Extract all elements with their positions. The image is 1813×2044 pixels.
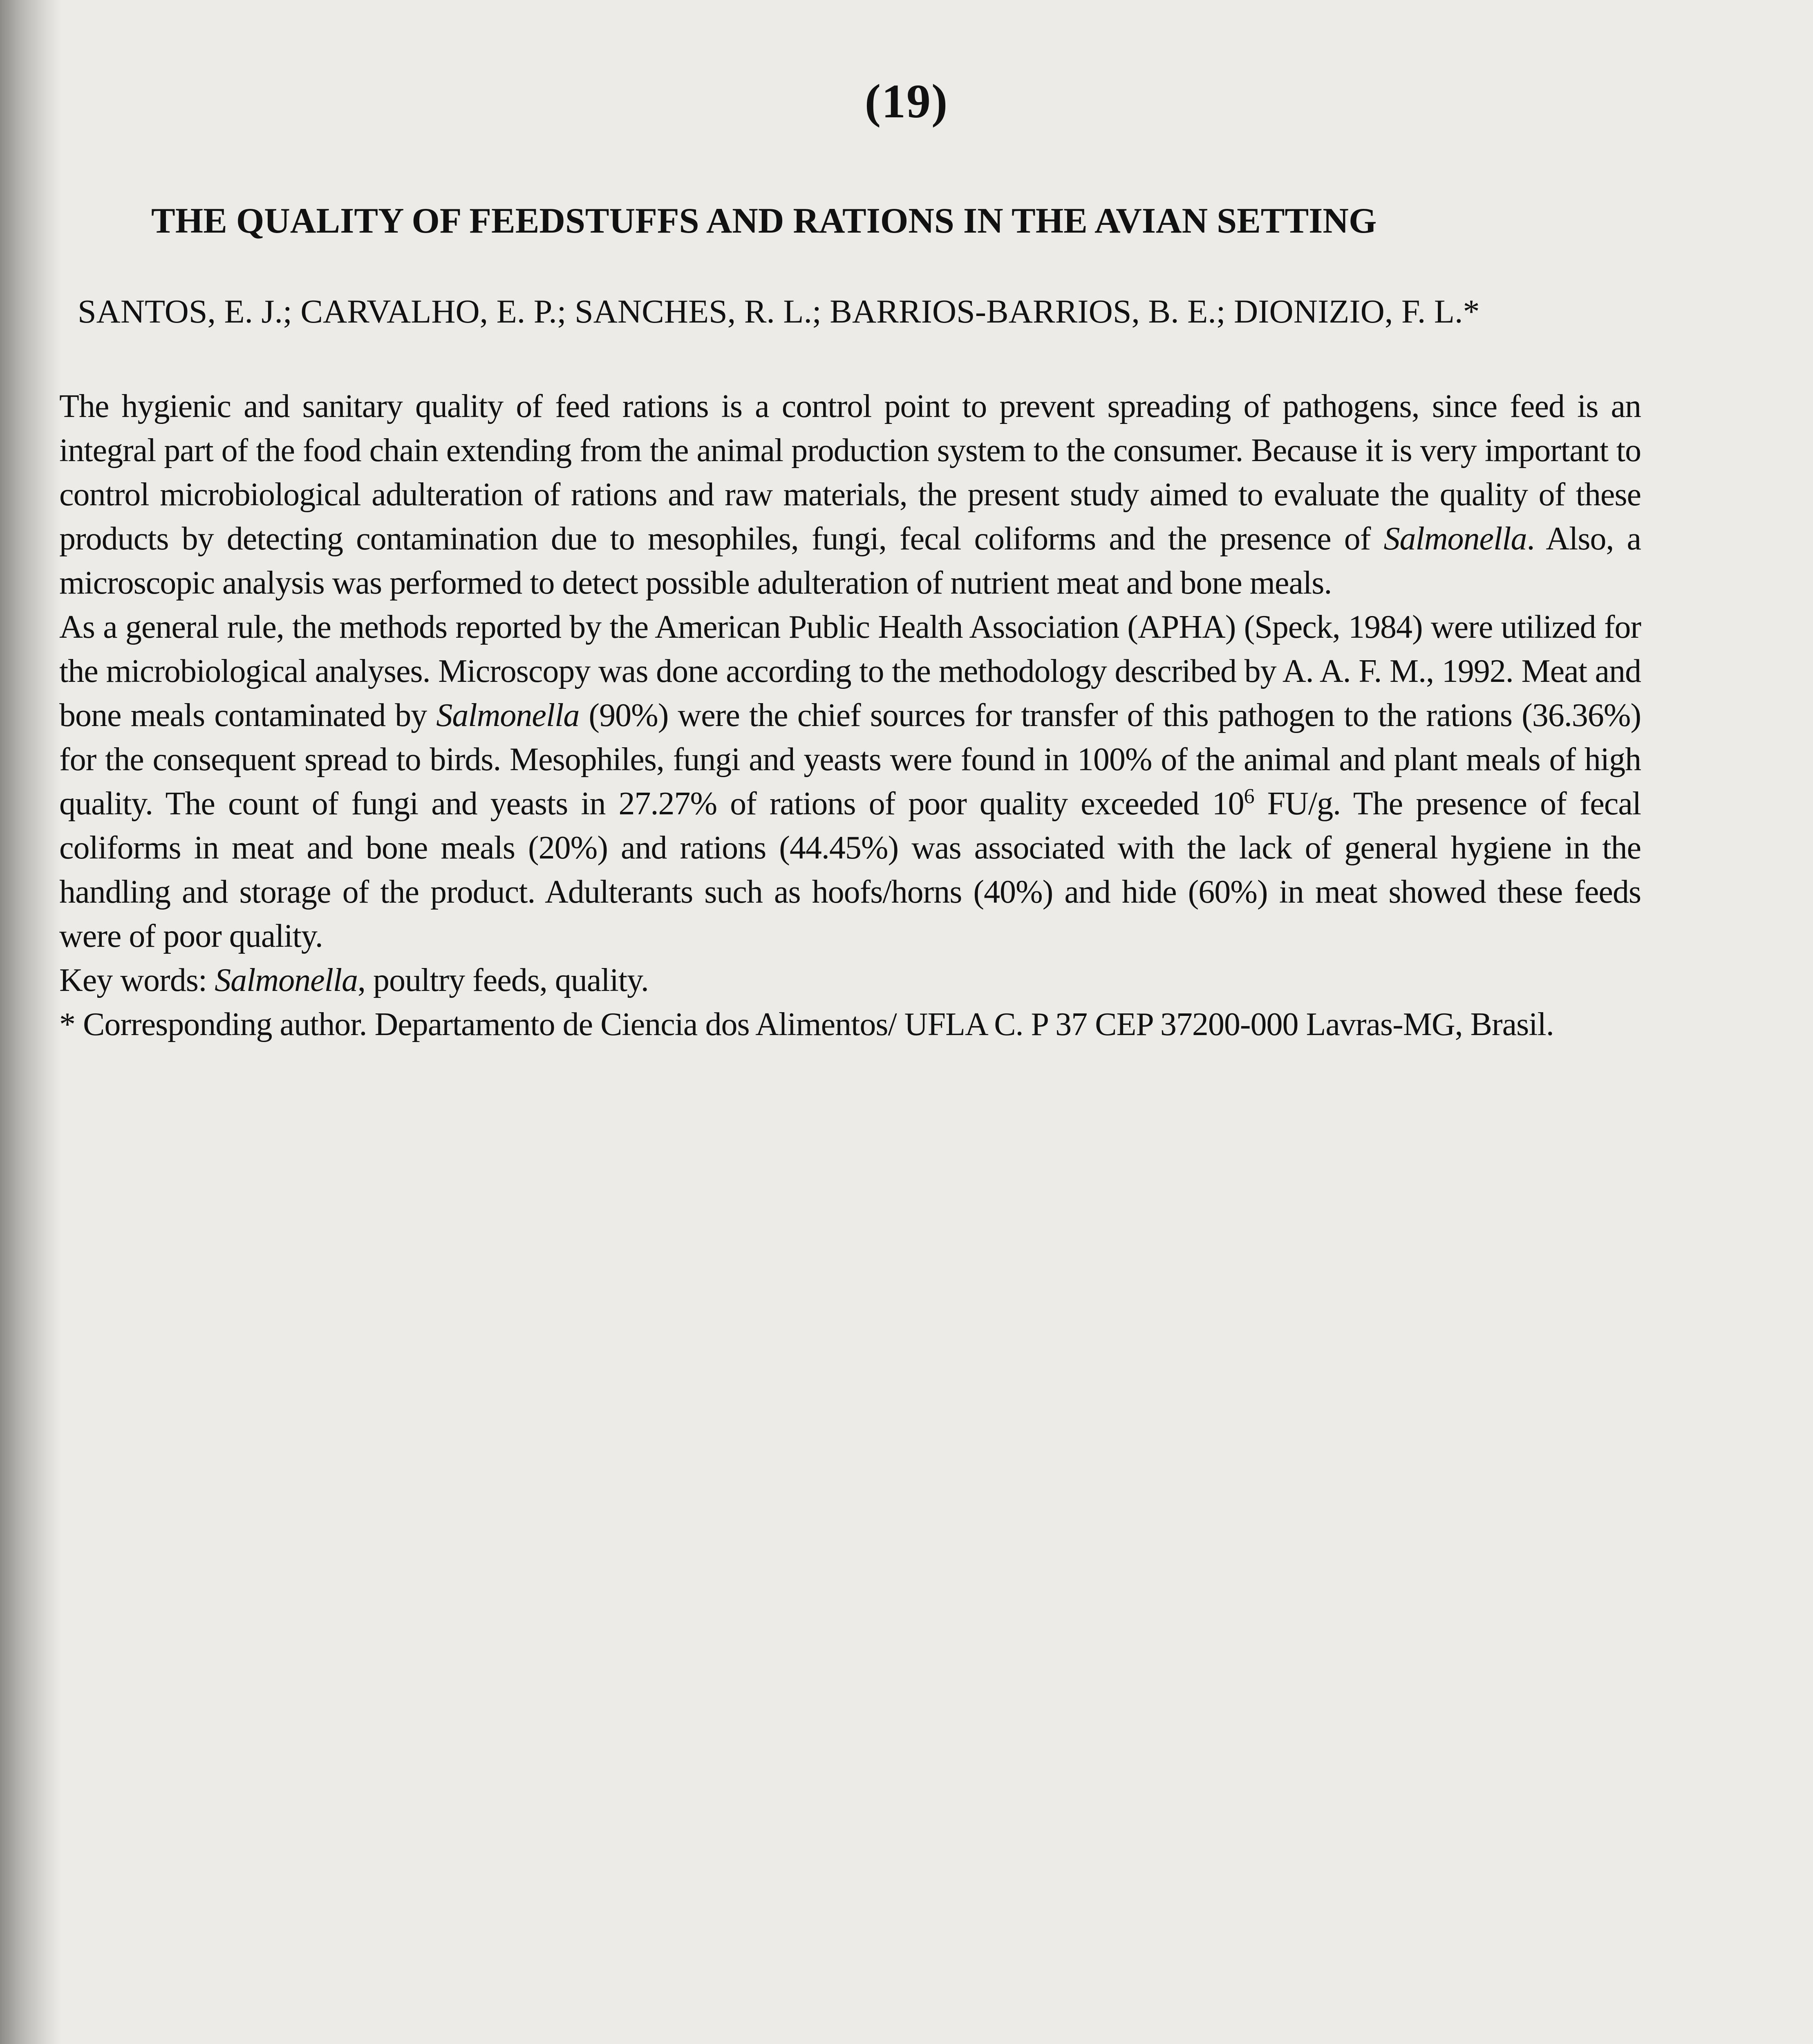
exponent: 6 bbox=[1244, 784, 1254, 808]
binding-shadow bbox=[0, 0, 61, 2044]
organism-name: Salmonella bbox=[436, 697, 580, 733]
author-list: SANTOS, E. J.; CARVALHO, E. P.; SANCHES, R. L.; BARRIOS-BARRIOS, B. E.; DIONIZIO, F. L.* bbox=[78, 293, 1480, 330]
abstract-paragraph-intro: The hygienic and sanitary quality of feed rations is a control point to prevent spreading of pathogens, since feed is an integral part of the food chain extending from the animal production system to the consumer. Because it is very important to control microbiological adulteration of rations and raw materials, the present study aimed to evaluate the quality of these products by detecting contamination due to mesophiles, fungi, fecal coliforms and the presence of Salmonella. Also, a microscopic analysis was performed to detect possible adulteration of nutrient meat and bone meals. bbox=[59, 388, 1641, 601]
abstract-body bbox=[59, 384, 1641, 1047]
bleed-through-background bbox=[74, 1308, 1668, 1349]
corresponding-author-note: * Corresponding author. Departamento de Ciencia dos Alimentos/ UFLA C. P 37 CEP 37200-000 Lavras-MG, Brasil. bbox=[59, 1006, 1554, 1042]
paper-title: THE QUALITY OF FEEDSTUFFS AND RATIONS IN THE AVIAN SETTING bbox=[151, 201, 1377, 241]
organism-name: Salmonella bbox=[215, 962, 358, 998]
keywords: Key words: Salmonella, poultry feeds, quality. bbox=[59, 962, 649, 998]
abstract-number: (19) bbox=[864, 74, 949, 128]
abstract-paragraph-results: As a general rule, the methods reported by the American Public Health Association (APHA) (Speck, 1984) were utilized for the microbiological analyses. Microscopy was done according to the methodology described by A. A. F. M., 1992. Meat and bone meals contaminated by Salmonella (90%) were the chief sources for transfer of this pathogen to the rations (36.36%) for the consequent spread to birds. Mesophiles, fungi and yeasts were found in 100% of the animal and plant meals of high quality. The count of fungi and yeasts in 27.27% of rations of poor quality exceeded $10^6$ FU/g. The presence of fecal coliforms in meat and bone meals (20%) and rations (44.45%) was associated with the lack of general hygiene in the handling and storage of the product. Adulterants such as hoofs/horns (40%) and hide (60%) in meat showed these feeds were of poor quality. bbox=[59, 609, 1641, 954]
organism-name: Salmonella bbox=[1383, 521, 1527, 557]
